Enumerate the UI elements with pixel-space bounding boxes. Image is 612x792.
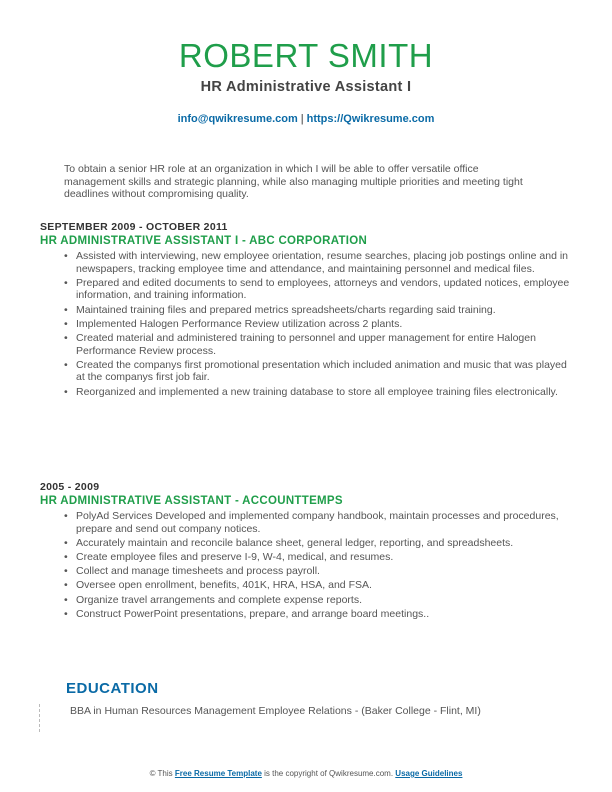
website-link[interactable]: https://Qwikresume.com	[306, 113, 435, 125]
date-range: SEPTEMBER 2009 - OCTOBER 2011	[40, 221, 228, 233]
list-item: • Assisted with interviewing, new employee orientation, resume searches, placing job postings online and in newspapers, tracking employee time and attendance, and maintaining personnel and medical files.	[64, 250, 575, 275]
job-title: HR Administrative Assistant I	[200, 79, 412, 95]
list-item: • Maintained training files and prepared metrics spreadsheets/charts regarding said training.	[64, 304, 575, 317]
date-range: 2005 - 2009	[40, 481, 100, 493]
education-entry: BBA in Human Resources Management Employee Relations - (Baker College - Flint, MI)	[70, 705, 481, 717]
role-heading: HR ADMINISTRATIVE ASSISTANT I - ABC CORPORATION	[40, 235, 368, 247]
free-resume-template-link[interactable]: Free Resume Template	[174, 769, 262, 778]
summary-paragraph: To obtain a senior HR role at an organization in which I will be able to offer versatile office management skills and strategic planning, while also managing multiple priorities and meeting tight deadlines without compromising quality.	[64, 163, 523, 200]
experience-entry	[40, 221, 575, 400]
list-item: • Organize travel arrangements and complete expense reports.	[64, 594, 575, 607]
footer-prefix: © This	[149, 769, 173, 778]
contact-separator: |	[300, 113, 304, 125]
list-item: • Created the companys first promotional presentation which included animation and music that was played at the companys first job fair.	[64, 359, 575, 384]
usage-guidelines-link[interactable]: Usage Guidelines	[395, 769, 463, 778]
list-item: • Accurately maintain and reconcile balance sheet, general ledger, reporting, and spreadsheets.	[64, 537, 575, 550]
list-item: • Collect and manage timesheets and process payroll.	[64, 565, 575, 578]
list-item: • Create employee files and preserve I-9, W-4, medical, and resumes.	[64, 551, 575, 564]
responsibility-list	[40, 510, 575, 620]
list-item: • Construct PowerPoint presentations, prepare, and arrange board meetings..	[64, 608, 575, 621]
list-item: • Oversee open enrollment, benefits, 401K, HRA, HSA, and FSA.	[64, 579, 575, 592]
education-heading: EDUCATION	[66, 680, 159, 697]
contact-line	[0, 113, 612, 125]
list-item: • PolyAd Services Developed and implemented company handbook, maintain processes and procedures, prepare and send out company notices.	[64, 510, 575, 535]
copyright-footer	[0, 769, 612, 778]
experience-entry	[40, 481, 575, 622]
responsibility-list	[40, 250, 575, 398]
list-item: • Implemented Halogen Performance Review utilization across 2 plants.	[64, 318, 575, 331]
list-item: • Created material and administered training to personnel and upper management for entire Halogen Performance Review process.	[64, 332, 575, 357]
list-item: • Reorganized and implemented a new training database to store all employee training files electronically.	[64, 386, 575, 399]
candidate-name: ROBERT SMITH	[178, 37, 434, 74]
role-heading: HR ADMINISTRATIVE ASSISTANT - ACCOUNTTEMPS	[40, 495, 343, 507]
list-item: • Prepared and edited documents to send to employees, attorneys and vendors, updated notices, employee information, and training information.	[64, 277, 575, 302]
email-link[interactable]: info@qwikresume.com	[177, 113, 298, 125]
footer-middle: is the copyright of Qwikresume.com.	[264, 769, 394, 778]
education-divider	[39, 704, 40, 732]
